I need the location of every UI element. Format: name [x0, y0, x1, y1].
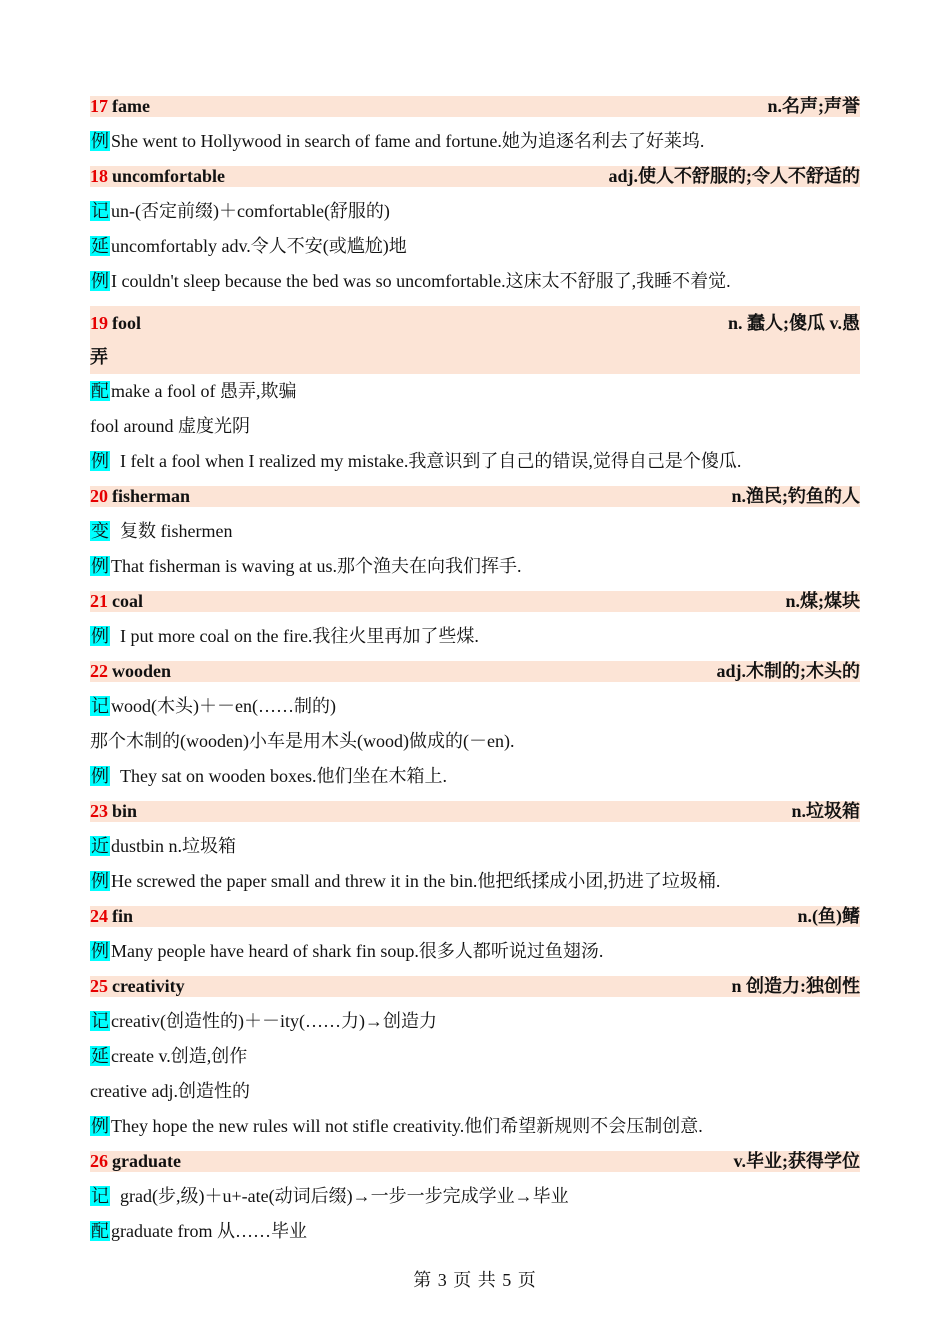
page-footer: 第 3 页 共 5 页 — [413, 1270, 537, 1290]
entry-line — [90, 934, 860, 969]
entry-header — [90, 661, 860, 682]
entry-line — [90, 1039, 860, 1074]
entry-line — [90, 409, 860, 444]
line-text: They hope the new rules will not stifle creativity.他们希望新规则不会压制创意. — [111, 1116, 703, 1136]
line-text: They sat on wooden boxes.他们坐在木箱上. — [111, 766, 447, 786]
entry-headword — [90, 486, 190, 507]
line-tag: 例 — [91, 626, 109, 646]
entry-line — [90, 549, 860, 584]
entry-line — [90, 194, 860, 229]
entry-number: 25 — [90, 976, 108, 996]
entry-line — [90, 514, 860, 549]
entry-header — [90, 306, 860, 374]
entry-meaning: n.煤;煤块 — [785, 591, 860, 611]
entry-line — [90, 724, 860, 759]
entry-line — [90, 229, 860, 264]
entry-meaning: n. 蠢人;傻瓜 v.愚 — [727, 313, 860, 333]
line-text: creative adj.创造性的 — [90, 1081, 250, 1101]
line-tag: 变 — [91, 521, 109, 541]
entry-number: 26 — [90, 1151, 108, 1171]
entry-word: graduate — [112, 1151, 181, 1171]
entry-number: 17 — [90, 96, 108, 116]
entry-meaning: v.毕业;获得学位 — [733, 1151, 860, 1171]
entry-header — [90, 906, 860, 927]
line-tag: 配 — [91, 1221, 109, 1241]
line-text: wood(木头)＋－en(……制的) — [111, 696, 336, 716]
line-text: She went to Hollywood in search of fame and fortune.她为追逐名利去了好莱坞. — [111, 131, 705, 151]
entry-number: 22 — [90, 661, 108, 681]
entry-number: 23 — [90, 801, 108, 821]
line-tag: 配 — [91, 381, 109, 401]
entry-headword — [90, 801, 137, 822]
entry-word: creativity — [112, 976, 185, 996]
entry-number: 18 — [90, 166, 108, 186]
entry-headword — [90, 906, 133, 927]
entry-header-line — [90, 306, 860, 340]
entry-number: 20 — [90, 486, 108, 506]
entry-meaning-continued: 弄 — [90, 347, 108, 367]
entry-headword — [90, 96, 150, 117]
entry-headword — [90, 976, 185, 997]
line-tag: 记 — [91, 201, 109, 221]
entry-line — [90, 829, 860, 864]
entry-word: fool — [112, 313, 141, 333]
entry-meaning: n.渔民;钓鱼的人 — [731, 486, 860, 506]
entry-word: bin — [112, 801, 138, 821]
entry-line — [90, 374, 860, 409]
entry-word: coal — [112, 591, 143, 611]
line-text: 那个木制的(wooden)小车是用木头(wood)做成的(－en). — [90, 731, 515, 751]
line-tag: 延 — [91, 236, 109, 256]
line-text: graduate from 从……毕业 — [111, 1221, 307, 1241]
line-text: un-(否定前缀)＋comfortable(舒服的) — [111, 201, 390, 221]
line-text: 复数 fishermen — [111, 521, 233, 541]
line-tag: 近 — [91, 836, 109, 856]
line-text: Many people have heard of shark fin soup.很多人都听说过鱼翅汤. — [111, 941, 604, 961]
line-text: creativ(创造性的)＋－ity(……力)→创造力 — [111, 1011, 437, 1031]
entry-headword — [90, 591, 143, 612]
entry-meaning: adj.木制的;木头的 — [716, 661, 860, 681]
entry-line — [90, 864, 860, 899]
entry-header — [90, 801, 860, 822]
entry-headword — [90, 1151, 181, 1172]
entry-word: fin — [112, 906, 134, 926]
entry-headword — [90, 661, 171, 682]
entry-line — [90, 1214, 860, 1249]
entry-headword — [90, 166, 225, 187]
entry-line — [90, 444, 860, 479]
line-tag: 例 — [91, 131, 109, 151]
line-text: uncomfortably adv.令人不安(或尴尬)地 — [111, 236, 407, 256]
line-tag: 例 — [91, 1116, 109, 1136]
entry-line — [90, 124, 860, 159]
entry-header — [90, 976, 860, 997]
line-text: I felt a fool when I realized my mistake.我意识到了自己的错误,觉得自己是个傻瓜. — [111, 451, 742, 471]
line-tag: 例 — [91, 766, 109, 786]
line-tag: 例 — [91, 941, 109, 961]
line-text: That fisherman is waving at us.那个渔夫在向我们挥手. — [111, 556, 522, 576]
line-tag: 例 — [91, 451, 109, 471]
line-text: He screwed the paper small and threw it in the bin.他把纸揉成小团,扔进了垃圾桶. — [111, 871, 721, 891]
entry-headword — [90, 306, 141, 340]
entry-word: fame — [112, 96, 150, 116]
entry-header — [90, 166, 860, 187]
entry-header — [90, 1151, 860, 1172]
entry-line — [90, 689, 860, 724]
line-text: grad(步,级)＋u+-ate(动词后缀)→一步一步完成学业→毕业 — [111, 1186, 569, 1206]
entry-word: wooden — [112, 661, 172, 681]
entry-header — [90, 486, 860, 507]
vocabulary-page — [90, 89, 860, 1249]
entry-header — [90, 96, 860, 117]
line-tag: 延 — [91, 1046, 109, 1066]
entry-meaning: adj.使人不舒服的;令人不舒适的 — [608, 166, 860, 186]
entry-number: 21 — [90, 591, 108, 611]
line-tag: 记 — [91, 1186, 109, 1206]
entry-meaning: n.名声;声誉 — [767, 96, 860, 116]
entry-line — [90, 1004, 860, 1039]
entry-line — [90, 1074, 860, 1109]
entry-line — [90, 619, 860, 654]
entry-meaning: n.(鱼)鳍 — [797, 906, 860, 926]
entry-number: 19 — [90, 313, 108, 333]
line-text: create v.创造,创作 — [111, 1046, 248, 1066]
entry-line — [90, 264, 860, 299]
line-tag: 例 — [91, 871, 109, 891]
entry-line — [90, 1109, 860, 1144]
line-tag: 记 — [91, 1011, 109, 1031]
line-text: I couldn't sleep because the bed was so uncomfortable.这床太不舒服了,我睡不着觉. — [111, 271, 731, 291]
line-text: dustbin n.垃圾箱 — [111, 836, 237, 856]
entry-line — [90, 1179, 860, 1214]
entry-line — [90, 759, 860, 794]
entry-word: uncomfortable — [112, 166, 225, 186]
line-text: make a fool of 愚弄,欺骗 — [111, 381, 297, 401]
line-tag: 记 — [91, 696, 109, 716]
line-text: fool around 虚度光阴 — [90, 416, 250, 436]
entry-word: fisherman — [112, 486, 190, 506]
entry-meaning: n 创造力:独创性 — [731, 976, 860, 996]
entry-number: 24 — [90, 906, 108, 926]
entry-meaning: n.垃圾箱 — [791, 801, 860, 821]
line-tag: 例 — [91, 556, 109, 576]
line-tag: 例 — [91, 271, 109, 291]
line-text: I put more coal on the fire.我往火里再加了些煤. — [111, 626, 479, 646]
entry-header — [90, 591, 860, 612]
